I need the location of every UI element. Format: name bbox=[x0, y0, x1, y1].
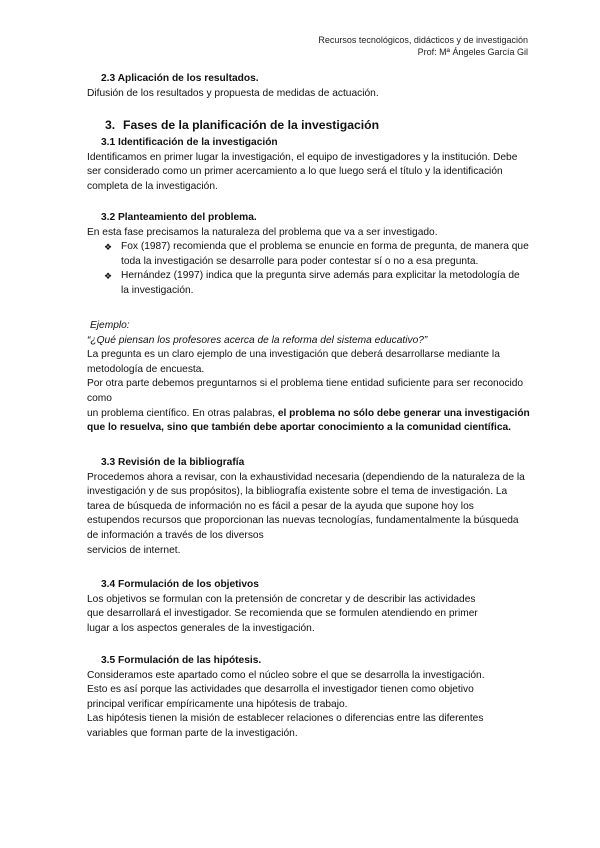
section-3-title: Fases de la planificación de la investigación bbox=[123, 118, 380, 132]
section-3-3-title: 3.3 Revisión de la bibliografía bbox=[101, 457, 245, 468]
section-3-3 bbox=[87, 456, 563, 558]
paragraph-line bbox=[87, 421, 563, 436]
bullet-item bbox=[87, 269, 563, 298]
example-bold-text: el problema no sólo debe generar una investigación bbox=[277, 407, 530, 419]
paragraph-line: Identificamos en primer lugar la investigación, el equipo de investigadores y la institución. Debe bbox=[87, 151, 518, 163]
diamond-bullet-icon: ❖ bbox=[104, 242, 113, 253]
paragraph-line: estupendos recursos que proporcionan las nuevas tecnologías, fundamentalmente la búsqueda bbox=[87, 515, 519, 527]
page-header bbox=[318, 34, 528, 58]
header-teacher: Prof: Mª Ángeles García Gil bbox=[417, 47, 528, 57]
paragraph-line: Esto es así porque las actividades que desarrolla el investigador tienen como objetivo bbox=[87, 684, 474, 696]
paragraph-line: servicios de internet. bbox=[87, 544, 181, 556]
header-course: Recursos tecnológicos, didácticos y de investigación bbox=[318, 35, 528, 45]
section-3-heading bbox=[87, 118, 563, 133]
section-3-4 bbox=[87, 578, 563, 636]
bullet-line: la investigación. bbox=[121, 284, 194, 296]
example-plain-text: un problema científico. En otras palabras, bbox=[87, 407, 278, 419]
section-3-1 bbox=[87, 136, 563, 194]
example-quote: “¿Qué piensan los profesores acerca de la reforma del sistema educativo?” bbox=[87, 334, 428, 346]
paragraph-line: completa de la investigación. bbox=[87, 180, 218, 192]
paragraph-line: de información a través de los diversos bbox=[87, 529, 264, 541]
bullet-item bbox=[87, 240, 563, 269]
section-3-2 bbox=[87, 211, 563, 299]
section-3 bbox=[87, 118, 563, 133]
paragraph-line: lugar a los aspectos generales de la investigación. bbox=[87, 622, 315, 634]
section-2-3 bbox=[87, 72, 563, 101]
section-3-5-title: 3.5 Formulación de las hipótesis. bbox=[101, 655, 262, 666]
paragraph-line: tarea de búsqueda de información no es fácil a pesar de la ayuda que supone hoy los bbox=[87, 500, 474, 512]
paragraph-line: Los objetivos se formulan con la pretensión de concretar y de describir las actividades bbox=[87, 593, 476, 605]
paragraph-line: ser considerado como un primer acercamiento a lo que luego será el título y la identificación bbox=[87, 166, 503, 178]
section-3-5 bbox=[87, 654, 563, 742]
diamond-bullet-icon: ❖ bbox=[104, 271, 113, 282]
section-3-4-title: 3.4 Formulación de los objetivos bbox=[101, 579, 259, 590]
section-3-2-title: 3.2 Planteamiento del problema. bbox=[101, 212, 257, 223]
paragraph-line bbox=[87, 407, 563, 422]
section-3-2-intro: En esta fase precisamos la naturaleza del problema que va a ser investigado. bbox=[87, 226, 438, 238]
paragraph-line: Por otra parte debemos preguntarnos si el problema tiene entidad suficiente para ser reconocido bbox=[87, 378, 524, 390]
bullet-line: Hernández (1997) indica que la pregunta sirve además para explicitar la metodología de bbox=[121, 270, 520, 282]
paragraph-line: principal verificar empíricamente una hipótesis de trabajo. bbox=[87, 698, 348, 710]
example-label: Ejemplo: bbox=[90, 320, 130, 331]
paragraph-line: metodología de encuesta. bbox=[87, 363, 205, 375]
section-3-1-title: 3.1 Identificación de la investigación bbox=[101, 137, 278, 148]
paragraph-line: Consideramos este apartado como el núcleo sobre el que se desarrolla la investigación. bbox=[87, 669, 485, 681]
example-block bbox=[87, 319, 563, 436]
section-2-3-title: 2.3 Aplicación de los resultados. bbox=[101, 73, 259, 84]
paragraph-line: investigación y de sus propósitos), la bibliografía existente sobre el tema de investigación. La bbox=[87, 486, 508, 498]
paragraph-line: variables que forman parte de la investigación. bbox=[87, 727, 298, 739]
paragraph-line: Las hipótesis tienen la misión de establecer relaciones o diferencias entre las diferentes bbox=[87, 713, 484, 725]
bullet-line: Fox (1987) recomienda que el problema se enuncie en forma de pregunta, de manera que bbox=[121, 241, 529, 253]
example-bold-text: que lo resuelva, sino que también debe aportar conocimiento a la comunidad científica. bbox=[87, 422, 512, 434]
section-3-number: 3. bbox=[105, 118, 116, 132]
paragraph-line: que desarrollará el investigador. Se recomienda que se formulen atendiendo en primer bbox=[87, 608, 478, 620]
paragraph-line: La pregunta es un claro ejemplo de una investigación que deberá desarrollarse mediante la bbox=[87, 349, 500, 361]
paragraph-line: como bbox=[87, 392, 112, 404]
paragraph-line: Procedemos ahora a revisar, con la exhaustividad necesaria (dependiendo de la naturaleza de la bbox=[87, 471, 525, 483]
section-2-3-text: Difusión de los resultados y propuesta de medidas de actuación. bbox=[87, 87, 379, 99]
bullet-line: toda la investigación se desarrolle para poder contestar sí o no a esa pregunta. bbox=[121, 255, 479, 267]
